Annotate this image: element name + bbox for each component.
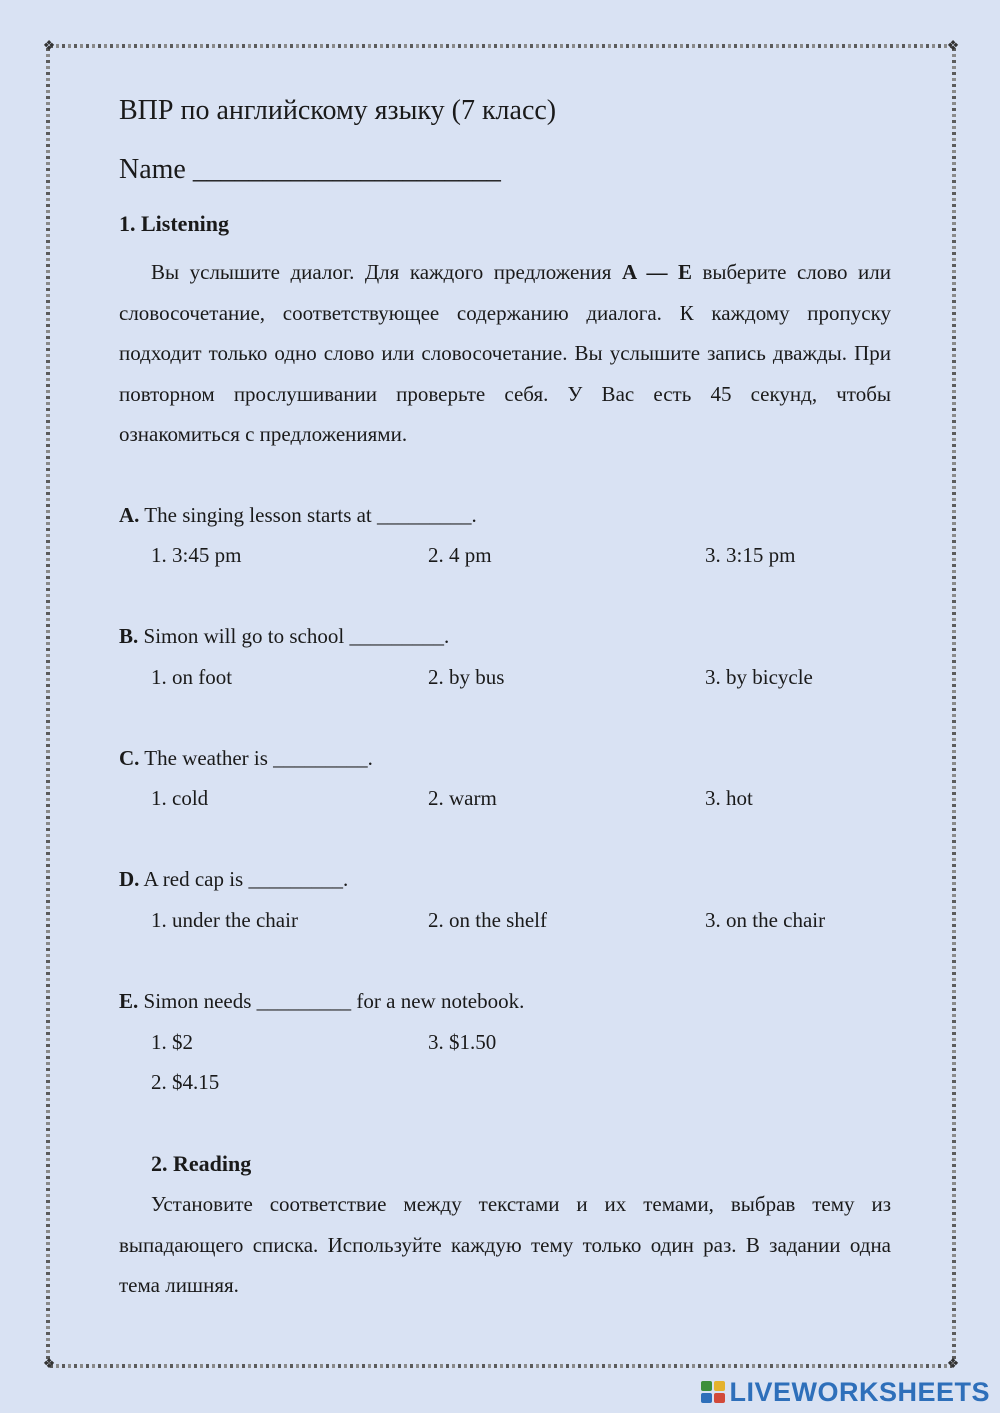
listening-instructions [119, 252, 891, 455]
logo-text: LIVEWORKSHEETS [729, 1376, 990, 1407]
instructions-text: Вы услышите диалог. Для каждого предложения [151, 260, 622, 284]
logo-icon [701, 1381, 725, 1403]
question-e [119, 989, 524, 1014]
question-b [119, 624, 449, 649]
option[interactable]: 1. under the chair [151, 908, 298, 932]
option[interactable]: 3. 3:15 pm [705, 543, 796, 567]
border-right [952, 48, 956, 1364]
option[interactable]: 2. 4 pm [428, 543, 492, 567]
option[interactable]: 3. hot [705, 786, 753, 810]
option[interactable]: 3. $1.50 [428, 1030, 497, 1054]
option[interactable]: 2. by bus [428, 665, 505, 689]
corner-ornament-icon: ❖ [946, 39, 960, 54]
question-c [119, 746, 373, 771]
question-letter: A. [119, 503, 140, 527]
option[interactable]: 2. $4.15 [151, 1070, 220, 1094]
option[interactable]: 3. by bicycle [705, 665, 813, 689]
question-text: The singing lesson starts at _________. [139, 503, 477, 527]
option[interactable]: 1. $2 [151, 1030, 193, 1054]
border-top [50, 44, 952, 48]
name-field: Name ______________________ [119, 154, 501, 185]
instructions-range: A — E [621, 260, 692, 284]
question-text: Simon will go to school _________. [138, 624, 450, 648]
liveworksheets-logo [701, 1377, 990, 1407]
reading-instructions: Установите соответствие между текстами и их темами, выбрав тему из выпадающего списка. Используйте каждую тему только один раз. В задании одна тема лишняя. [119, 1192, 891, 1298]
corner-ornament-icon: ❖ [42, 39, 56, 54]
question-text: Simon needs _________ for a new notebook. [138, 989, 525, 1013]
border-left [46, 48, 50, 1364]
reading-heading: 2. Reading [151, 1151, 252, 1176]
question-letter: C. [119, 746, 140, 770]
listening-heading: 1. Listening [119, 211, 230, 236]
option[interactable]: 3. on the chair [705, 908, 826, 932]
corner-ornament-icon: ❖ [946, 1357, 960, 1372]
option[interactable]: 2. on the shelf [428, 908, 547, 932]
question-letter: B. [119, 624, 139, 648]
option[interactable]: 1. cold [151, 786, 209, 810]
question-letter: D. [119, 867, 140, 891]
question-d [119, 867, 348, 892]
question-text: A red cap is _________. [139, 867, 349, 891]
question-letter: E. [119, 989, 139, 1013]
instructions-text: выберите слово или словосочетание, соответствующее содержанию диалога. К каждому пропуску подходит только одно слово или словосочетание. Вы услышите запись дважды. При повторном прослушивании проверьте себя. У Вас есть 45 секунд, чтобы ознакомиться с предложениями. [119, 260, 891, 447]
option[interactable]: 1. 3:45 pm [151, 543, 242, 567]
border-bottom [50, 1364, 952, 1368]
question-text: The weather is _________. [139, 746, 373, 770]
corner-ornament-icon: ❖ [42, 1357, 56, 1372]
page-title: ВПР по английскому языку (7 класс) [119, 95, 557, 126]
option[interactable]: 1. on foot [151, 665, 233, 689]
question-a [119, 503, 477, 528]
option[interactable]: 2. warm [428, 786, 497, 810]
